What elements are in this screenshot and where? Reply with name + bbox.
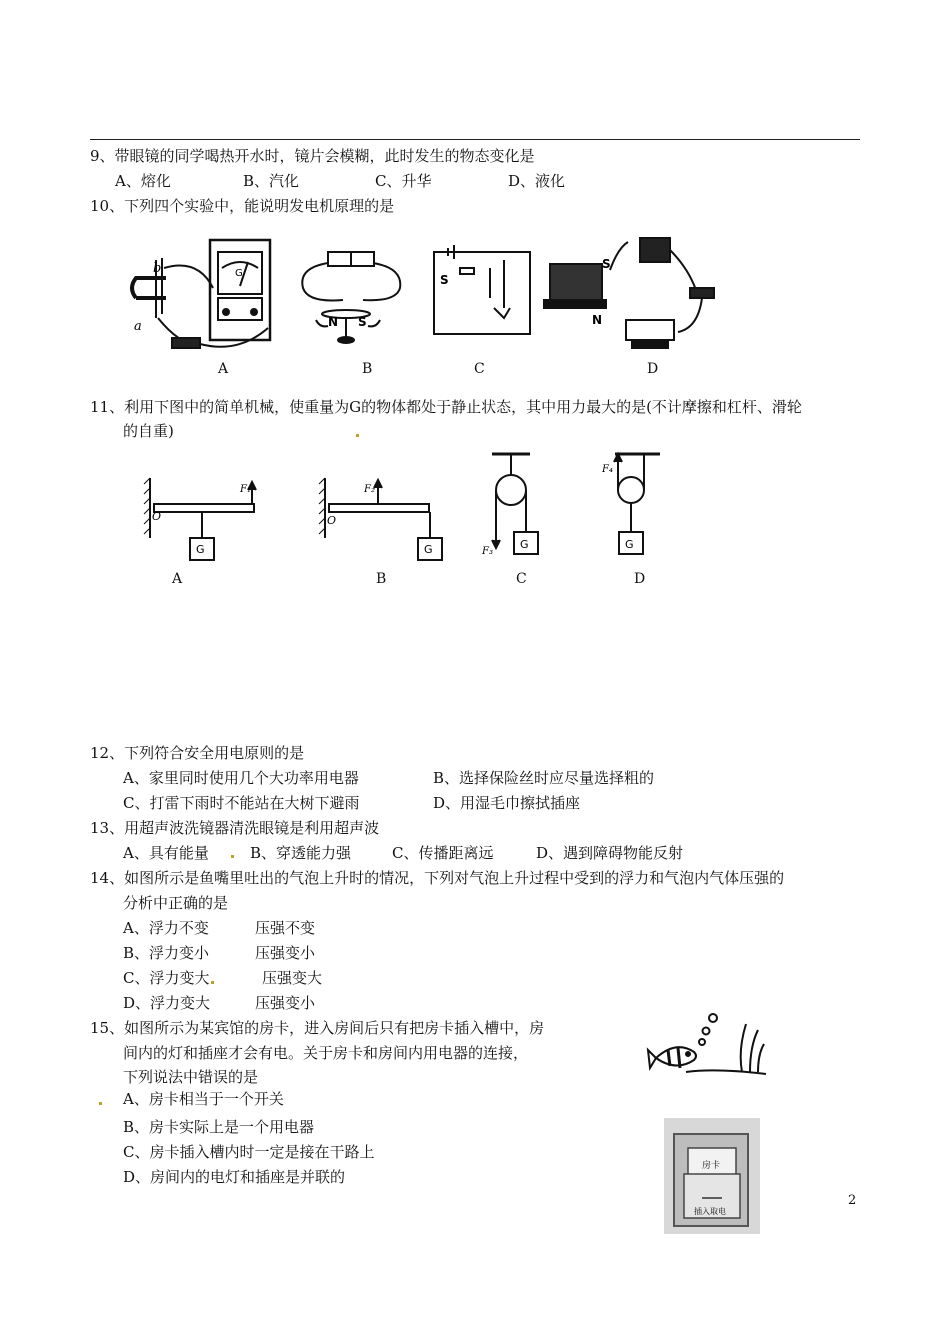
q10-fig-a-label-g: G bbox=[235, 268, 243, 279]
q12-option-d: D、用湿毛巾擦拭插座 bbox=[433, 794, 581, 812]
q11-stem-line2: 的自重) bbox=[123, 422, 174, 440]
q15-option-d: D、房间内的电灯和插座是并联的 bbox=[123, 1168, 346, 1186]
q10-fig-c-label-s: S bbox=[440, 273, 449, 287]
q15-stem-line3: 下列说法中错误的是 bbox=[123, 1068, 259, 1086]
room-card-label: 房卡 bbox=[702, 1161, 721, 1171]
q11-weight-d: G bbox=[625, 538, 634, 551]
q10-fig-b-drawing bbox=[302, 252, 400, 343]
q11-pivot-a: O bbox=[152, 510, 162, 523]
q10-fig-d-drawing bbox=[544, 238, 714, 348]
q11-weight-a: G bbox=[196, 543, 205, 556]
q12-option-c: C、打雷下雨时不能站在大树下避雨 bbox=[123, 794, 360, 812]
q15-option-c: C、房卡插入槽内时一定是接在干路上 bbox=[123, 1143, 375, 1161]
q11-label-b: B bbox=[376, 571, 387, 587]
q10-stem: 10、下列四个实验中，能说明发电机原理的是 bbox=[90, 197, 395, 215]
q11-force-f4: F₄ bbox=[602, 464, 613, 475]
q13-stem: 13、用超声波洗镜器清洗眼镜是利用超声波 bbox=[90, 819, 380, 837]
q12-option-a: A、家里同时使用几个大功率用电器 bbox=[123, 769, 359, 787]
q15-option-b: B、房卡实际上是一个用电器 bbox=[123, 1118, 315, 1136]
q14-option-a-pressure: 压强不变 bbox=[255, 919, 316, 937]
q11-force-f1: F₁ bbox=[240, 484, 251, 495]
q13-option-d: D、遇到障碍物能反射 bbox=[536, 844, 684, 862]
q10-label-c: C bbox=[474, 361, 485, 377]
q14-option-a-buoyancy: A、浮力不变 bbox=[123, 919, 209, 937]
q10-fig-b-label-s: S bbox=[358, 315, 367, 329]
q14-option-d-buoyancy: D、浮力变大 bbox=[123, 994, 211, 1012]
q13-option-b: B、穿透能力强 bbox=[250, 844, 352, 862]
q14-option-c-pressure: 压强变大 bbox=[262, 969, 323, 987]
q14-option-b-buoyancy: B、浮力变小 bbox=[123, 944, 210, 962]
q10-label-a: A bbox=[218, 361, 229, 377]
q11-label-a: A bbox=[172, 571, 183, 587]
q10-label-b: B bbox=[362, 361, 373, 377]
q11-force-f3: F₃ bbox=[482, 546, 493, 557]
q9-option-a: A、熔化 bbox=[115, 172, 171, 190]
speck-mark bbox=[211, 981, 214, 984]
fish-bubbles-figure bbox=[646, 1010, 776, 1082]
q9-stem: 9、带眼镜的同学喝热开水时，镜片会模糊，此时发生的物态变化是 bbox=[90, 147, 535, 165]
q14-stem-line1: 14、如图所示是鱼嘴里吐出的气泡上升时的情况，下列对气泡上升过程中受到的浮力和气泡内气体压强的 bbox=[90, 869, 785, 887]
q10-fig-d-label-n: N bbox=[592, 313, 603, 327]
q10-fig-a-label-a: a bbox=[134, 319, 142, 334]
q13-option-a: A、具有能量 bbox=[123, 844, 209, 862]
q9-option-c: C、升华 bbox=[375, 172, 432, 190]
q10-fig-a-label-b: b bbox=[153, 261, 162, 276]
room-card-figure bbox=[664, 1118, 760, 1234]
q14-stem-line2: 分析中正确的是 bbox=[123, 894, 229, 912]
q13-option-c: C、传播距离远 bbox=[392, 844, 494, 862]
page-number: 2 bbox=[848, 1193, 857, 1208]
speck-mark bbox=[356, 434, 359, 437]
q11-label-d: D bbox=[634, 571, 646, 587]
q11-figure bbox=[140, 448, 680, 563]
q11-pivot-b: O bbox=[327, 514, 337, 527]
q12-option-b: B、选择保险丝时应尽量选择粗的 bbox=[433, 769, 655, 787]
q9-option-d: D、液化 bbox=[508, 172, 566, 190]
q11-weight-c: G bbox=[520, 538, 529, 551]
room-card-slot-label: 插入取电 bbox=[694, 1207, 726, 1216]
q15-option-a: A、房卡相当于一个开关 bbox=[123, 1090, 284, 1108]
q10-fig-d-label-s: S bbox=[602, 257, 611, 271]
q11-weight-b: G bbox=[424, 543, 433, 556]
q15-stem-line1: 15、如图所示为某宾馆的房卡，进入房间后只有把房卡插入槽中，房 bbox=[90, 1019, 545, 1037]
q11-label-c: C bbox=[516, 571, 527, 587]
q12-stem: 12、下列符合安全用电原则的是 bbox=[90, 744, 305, 762]
q10-label-d: D bbox=[647, 361, 659, 377]
q10-fig-c-drawing bbox=[434, 245, 530, 334]
q11-force-f2: F₂ bbox=[364, 484, 375, 495]
q15-stem-line2: 间内的灯和插座才会有电。关于房卡和房间内用电器的连接， bbox=[123, 1044, 529, 1062]
q10-fig-a-drawing bbox=[132, 240, 270, 348]
q14-option-c-buoyancy: C、浮力变大 bbox=[123, 969, 210, 987]
speck-mark bbox=[99, 1102, 102, 1105]
q10-fig-b-label-n: N bbox=[328, 315, 339, 329]
q11-stem-line1: 11、利用下图中的简单机械，使重量为G的物体都处于静止状态，其中用力最大的是(不计摩擦和杠杆、滑轮 bbox=[90, 398, 802, 416]
q14-option-d-pressure: 压强变小 bbox=[255, 994, 316, 1012]
q9-option-b: B、汽化 bbox=[243, 172, 300, 190]
speck-mark bbox=[231, 855, 234, 858]
header-rule bbox=[90, 139, 860, 140]
q14-option-b-pressure: 压强变小 bbox=[255, 944, 316, 962]
